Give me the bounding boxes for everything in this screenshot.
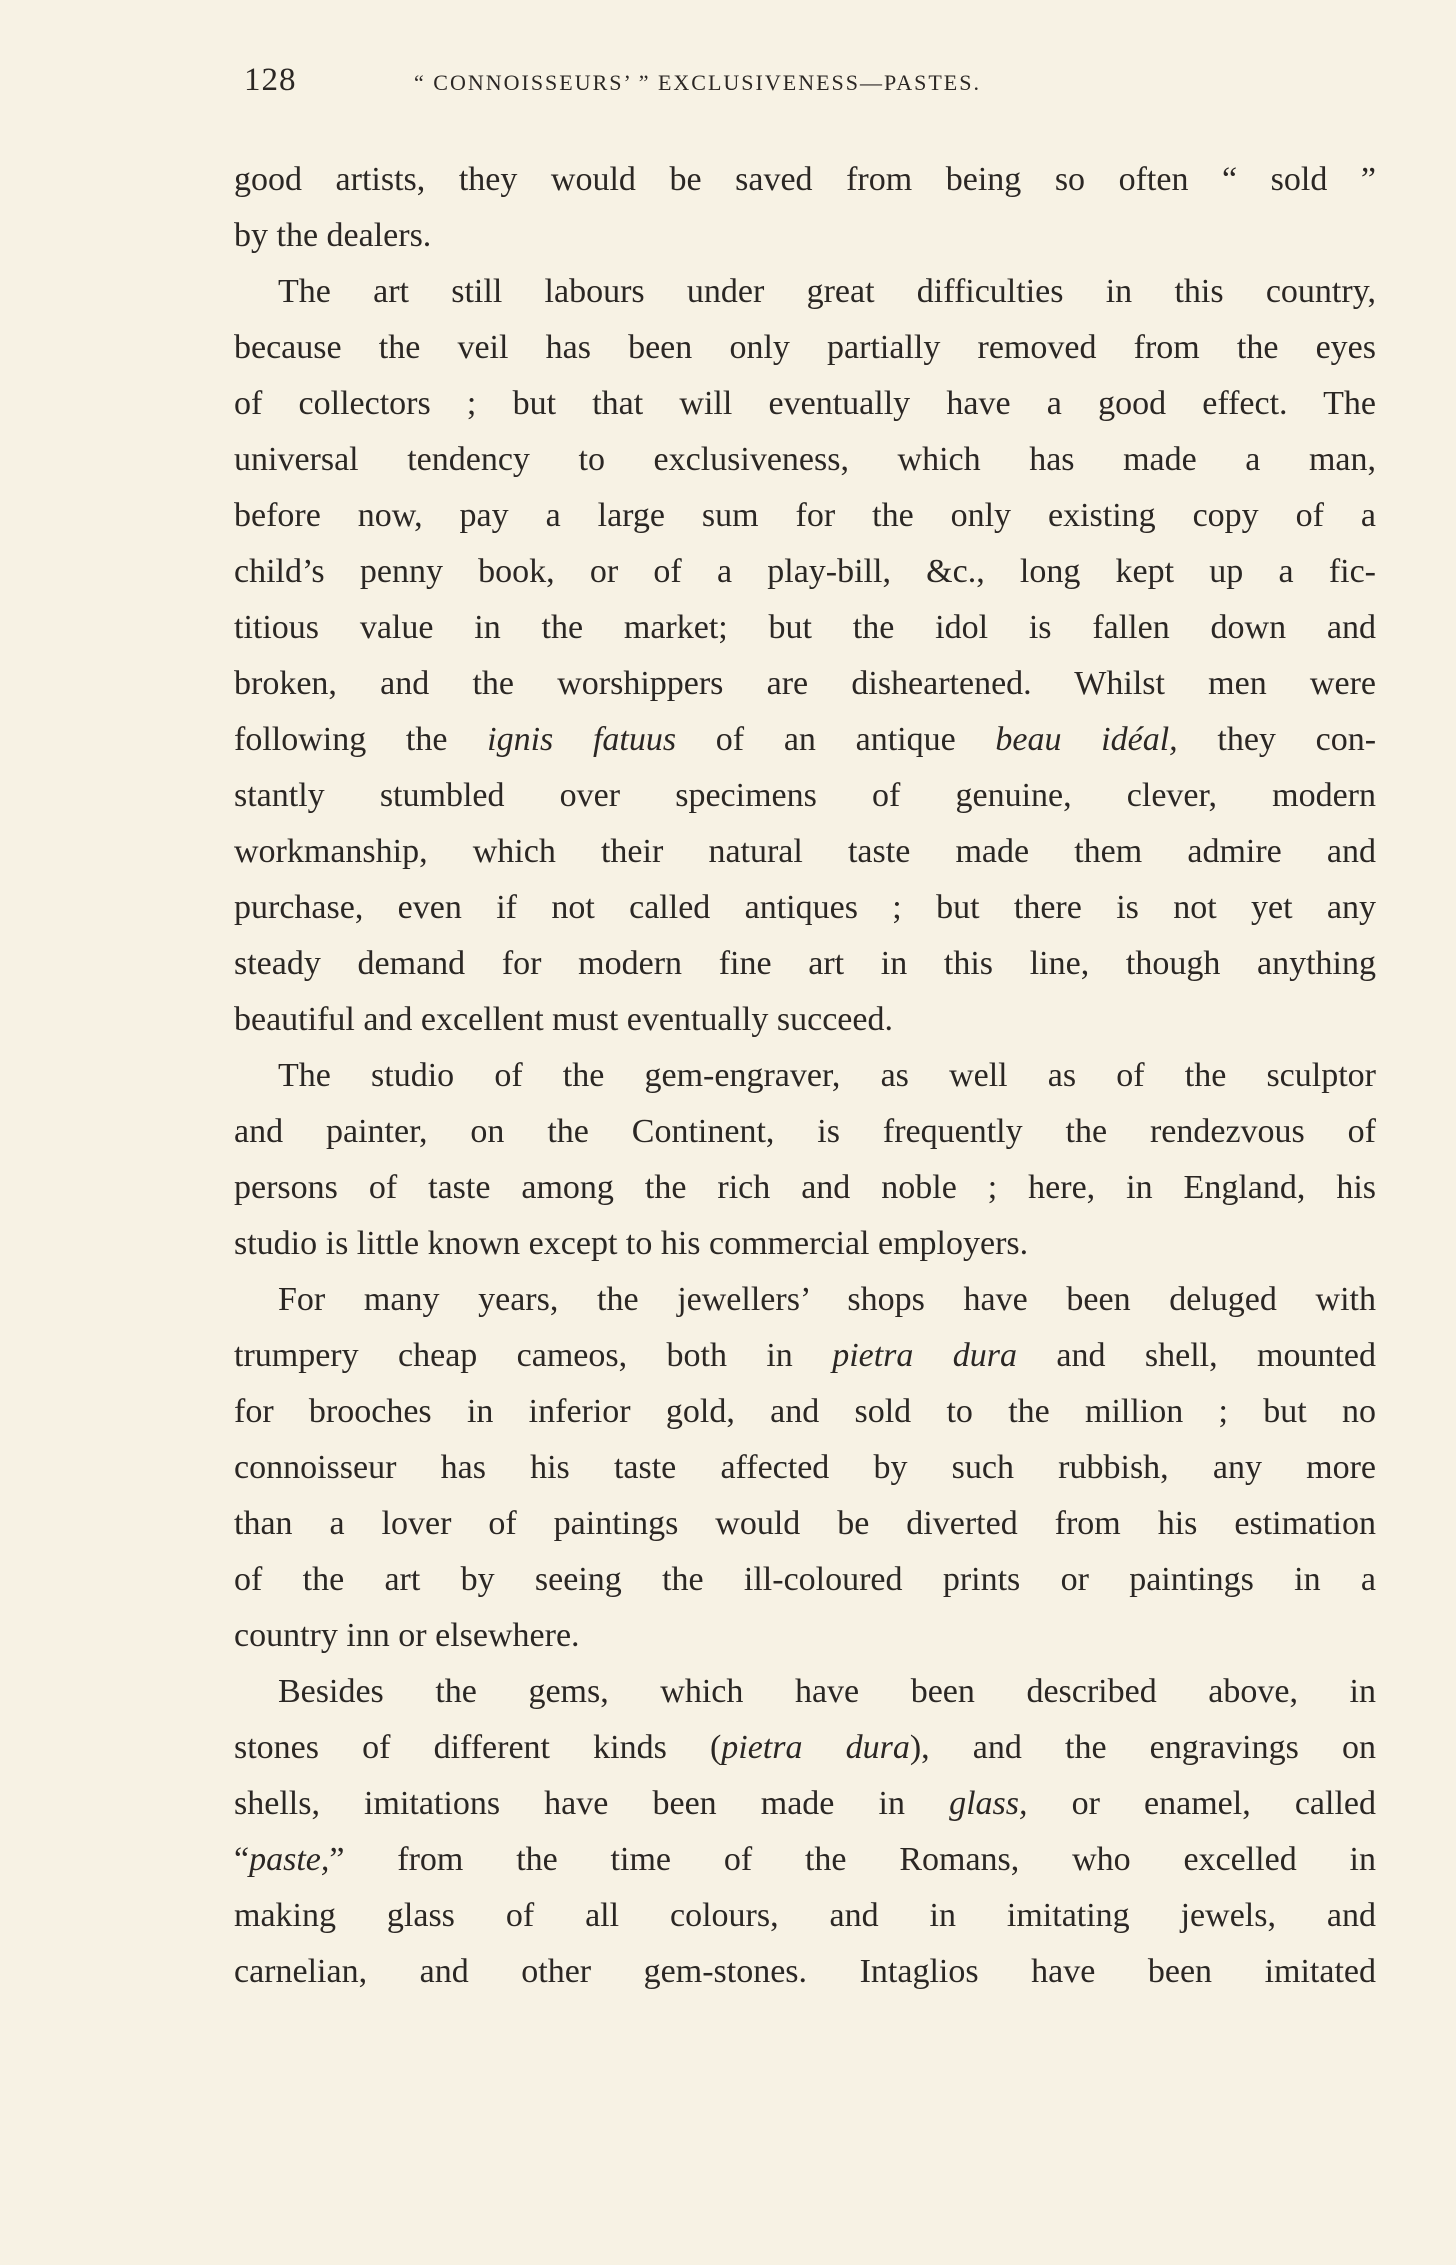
text-run: ), and the engravings on	[909, 1729, 1376, 1766]
text-line: child’s penny book, or of a play-bill, &c., long kept up a fic-	[234, 553, 1376, 590]
text-line: before now, pay a large sum for the only existing copy of a	[234, 497, 1376, 534]
text-run: “	[234, 1841, 250, 1878]
text-line: good artists, they would be saved from being so often “ sold ”	[234, 161, 1376, 198]
text-line: workmanship, which their natural taste made them admire and	[234, 833, 1376, 870]
text-line: of collectors ; but that will eventually have a good effect. The	[234, 385, 1376, 422]
page-number: 128	[244, 62, 297, 98]
text-line: and painter, on the Continent, is frequently the rendezvous of	[234, 1113, 1376, 1150]
text-line: broken, and the worshippers are disheartened. Whilst men were	[234, 665, 1376, 702]
text-line: The studio of the gem-engraver, as well as of the sculptor	[278, 1057, 1376, 1094]
text-line: of the art by seeing the ill-coloured prints or paintings in a	[234, 1561, 1376, 1598]
text-line: persons of taste among the rich and noble ; here, in England, his	[234, 1169, 1376, 1206]
text-run: trumpery cheap cameos, both in	[234, 1337, 833, 1374]
text-line: The art still labours under great difficulties in this country,	[278, 273, 1376, 310]
text-line: than a lover of paintings would be diverted from his estimation	[234, 1505, 1376, 1542]
text-line: because the veil has been only partially removed from the eyes	[234, 329, 1376, 366]
text-run: or enamel, called	[1027, 1785, 1376, 1822]
text-run: stones of different kinds (	[234, 1729, 722, 1766]
text-line: by the dealers.	[234, 217, 432, 254]
text-line: steady demand for modern fine art in this line, though anything	[234, 945, 1376, 982]
text-run: shells, imitations have been made in	[234, 1785, 950, 1822]
running-title: “ CONNOISSEURS’ ” EXCLUSIVENESS—PASTES.	[414, 70, 981, 95]
text-run: of an antique	[676, 721, 996, 758]
italic-phrase: pietra dura	[832, 1337, 1018, 1374]
text-line	[234, 1832, 1376, 1888]
body-text	[234, 152, 1376, 2000]
text-line: For many years, the jewellers’ shops have been deluged with	[278, 1281, 1376, 1318]
text-line: Besides the gems, which have been described above, in	[278, 1673, 1376, 1710]
text-run: they con-	[1177, 721, 1377, 758]
text-line: connoisseur has his taste affected by such rubbish, any more	[234, 1449, 1376, 1486]
text-line: beautiful and excellent must eventually succeed.	[234, 1001, 893, 1038]
text-line	[234, 1720, 1376, 1776]
text-line: universal tendency to exclusiveness, which has made a man,	[234, 441, 1376, 478]
italic-phrase: ignis fatuus	[487, 721, 677, 758]
text-line: stantly stumbled over specimens of genuine, clever, modern	[234, 777, 1376, 814]
text-run: and shell, mounted	[1017, 1337, 1377, 1374]
running-head	[244, 62, 1224, 102]
text-run: following the	[234, 721, 488, 758]
italic-phrase: glass,	[949, 1785, 1028, 1822]
italic-phrase: beau idéal,	[995, 721, 1178, 758]
text-line: titious value in the market; but the idol is fallen down and	[234, 609, 1376, 646]
text-line: purchase, even if not called antiques ; but there is not yet any	[234, 889, 1376, 926]
text-line	[234, 1776, 1376, 1832]
italic-phrase: paste,	[249, 1841, 330, 1878]
text-line: for brooches in inferior gold, and sold to the million ; but no	[234, 1393, 1376, 1430]
text-line: country inn or elsewhere.	[234, 1617, 580, 1654]
text-line	[234, 712, 1376, 768]
text-line	[234, 1328, 1376, 1384]
text-line: making glass of all colours, and in imitating jewels, and	[234, 1897, 1376, 1934]
text-line: studio is little known except to his commercial employers.	[234, 1225, 1029, 1262]
text-run: ” from the time of the Romans, who excelled in	[329, 1841, 1376, 1878]
italic-phrase: pietra dura	[721, 1729, 910, 1766]
text-line: carnelian, and other gem-stones. Intaglios have been imitated	[234, 1953, 1376, 1990]
